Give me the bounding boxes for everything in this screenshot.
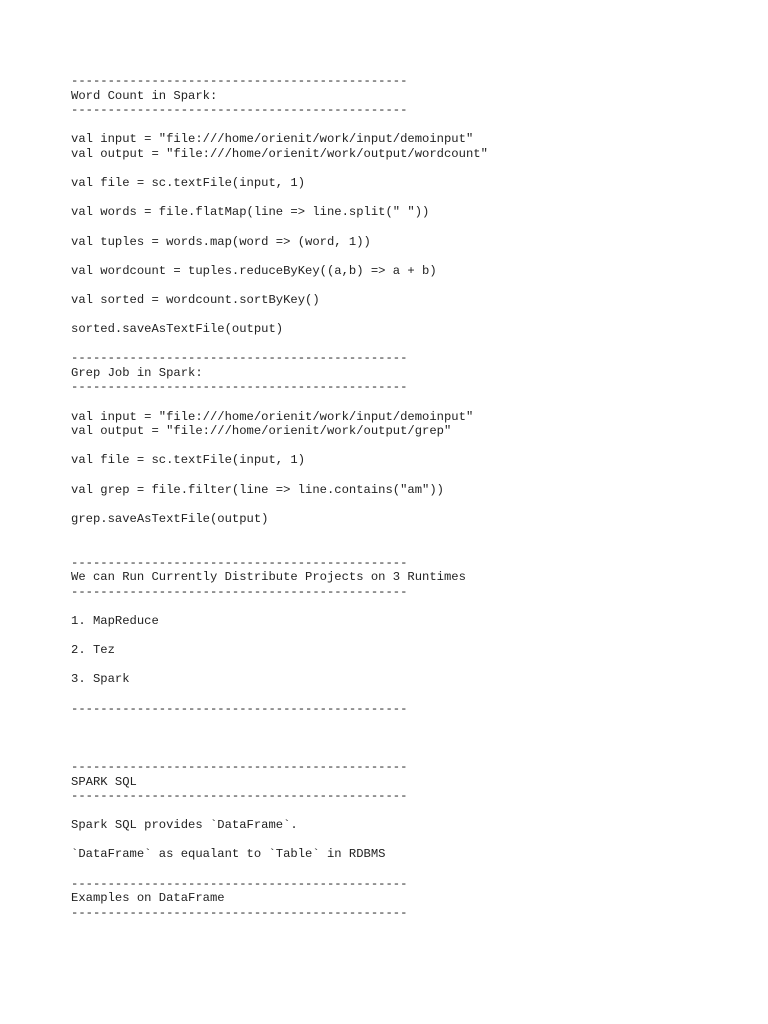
blank-line <box>71 439 751 454</box>
blank-line <box>71 395 751 410</box>
blank-line <box>71 191 751 206</box>
code-line: val output = "file:///home/orienit/work/output/grep" <box>71 424 452 439</box>
separator-line: ---------------------------------------------- <box>71 103 408 118</box>
blank-line <box>71 833 751 848</box>
code-line: val wordcount = tuples.reduceByKey((a,b) => a + b) <box>71 263 437 278</box>
blank-line <box>71 745 751 760</box>
blank-line <box>71 658 751 673</box>
section-heading-spark-sql: SPARK SQL <box>71 774 137 789</box>
blank-line <box>71 804 751 819</box>
blank-line <box>71 497 751 512</box>
code-line: val words = file.flatMap(line => line.split(" ")) <box>71 205 430 220</box>
blank-line <box>71 249 751 264</box>
separator-line: ---------------------------------------------- <box>71 701 408 716</box>
blank-line <box>71 337 751 352</box>
text-line: `DataFrame` as equalant to `Table` in RDBMS <box>71 847 386 862</box>
code-line: val tuples = words.map(word => (word, 1)) <box>71 234 371 249</box>
list-item: 3. Spark <box>71 672 130 687</box>
section-heading-runtimes: We can Run Currently Distribute Projects on 3 Runtimes <box>71 570 466 585</box>
code-line: val file = sc.textFile(input, 1) <box>71 176 306 191</box>
code-line: sorted.saveAsTextFile(output) <box>71 322 284 337</box>
separator-line: ---------------------------------------------- <box>71 380 408 395</box>
blank-line <box>71 862 751 877</box>
code-line: val input = "file:///home/orienit/work/input/demoinput" <box>71 409 474 424</box>
blank-line <box>71 629 751 644</box>
section-heading-word-count: Word Count in Spark: <box>71 88 218 103</box>
text-line: Spark SQL provides `DataFrame`. <box>71 818 298 833</box>
separator-line: ---------------------------------------------- <box>71 789 408 804</box>
separator-line: ---------------------------------------------- <box>71 74 408 88</box>
section-heading-grep-job: Grep Job in Spark: <box>71 365 203 380</box>
separator-line: ---------------------------------------------- <box>71 759 408 774</box>
blank-line <box>71 716 751 731</box>
section-heading-dataframe-examples: Examples on DataFrame <box>71 891 225 906</box>
code-line: val sorted = wordcount.sortByKey() <box>71 292 320 307</box>
blank-line <box>71 278 751 293</box>
separator-line: ---------------------------------------------- <box>71 905 408 920</box>
code-line: val output = "file:///home/orienit/work/output/wordcount" <box>71 146 488 161</box>
blank-line <box>71 220 751 235</box>
code-line: val input = "file:///home/orienit/work/input/demoinput" <box>71 132 474 147</box>
blank-line <box>71 308 751 323</box>
blank-line <box>71 541 751 556</box>
separator-line: ---------------------------------------------- <box>71 351 408 366</box>
list-item: 1. MapReduce <box>71 613 159 628</box>
separator-line: ---------------------------------------------- <box>71 584 408 599</box>
blank-line <box>71 118 751 133</box>
document-page <box>71 74 751 920</box>
code-line: val file = sc.textFile(input, 1) <box>71 453 306 468</box>
list-item: 2. Tez <box>71 643 115 658</box>
code-line: grep.saveAsTextFile(output) <box>71 511 269 526</box>
blank-line <box>71 687 751 702</box>
code-line: val grep = file.filter(line => line.contains("am")) <box>71 482 444 497</box>
blank-line <box>71 468 751 483</box>
blank-line <box>71 599 751 614</box>
separator-line: ---------------------------------------------- <box>71 555 408 570</box>
blank-line <box>71 162 751 177</box>
separator-line: ---------------------------------------------- <box>71 876 408 891</box>
blank-line <box>71 731 751 746</box>
blank-line <box>71 526 751 541</box>
